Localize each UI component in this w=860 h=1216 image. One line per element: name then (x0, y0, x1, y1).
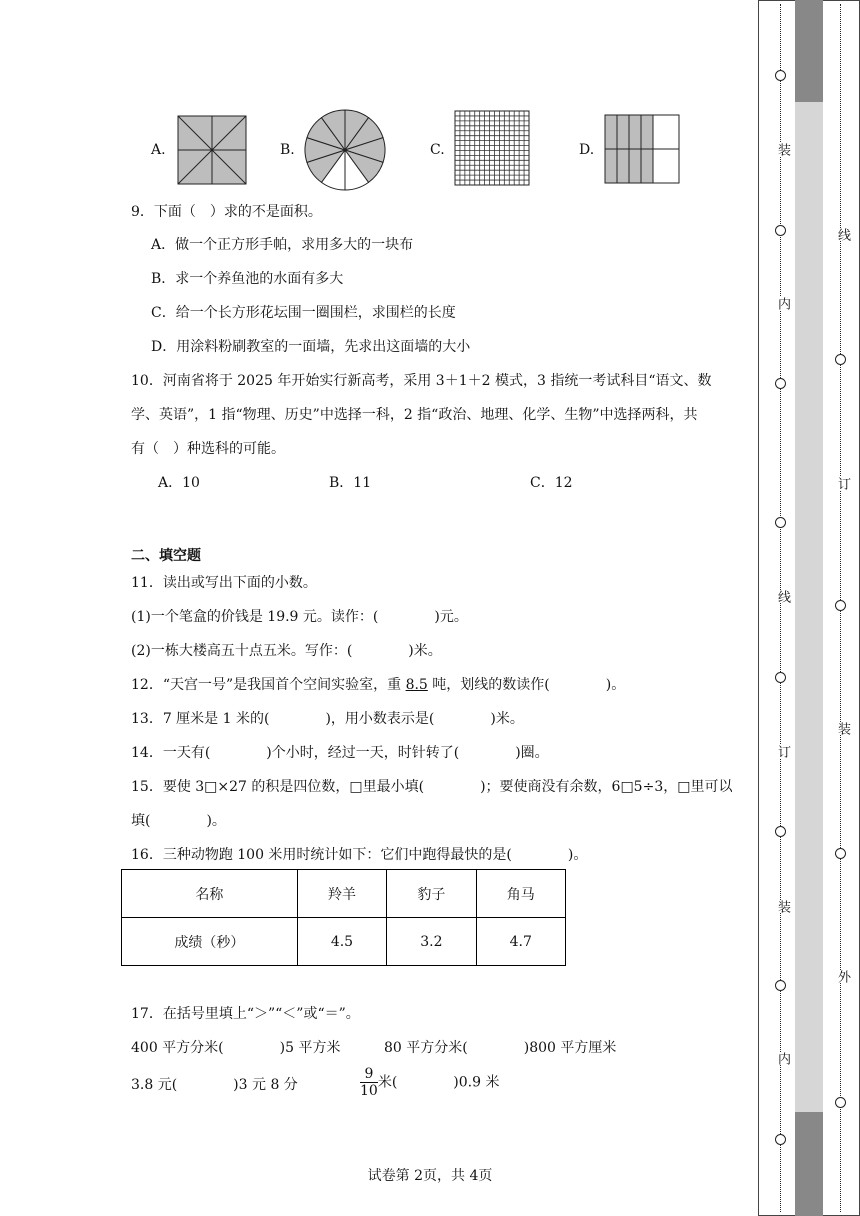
grid-border (455, 111, 529, 185)
q17-a: 400 平方分米( )5 平方米 (131, 1040, 341, 1056)
q16-stem: 16．三种动物跑 100 米用时统计如下：它们中跑得最快的是( )。 (131, 847, 588, 863)
binding-label: 外 (835, 970, 850, 983)
q15-line2: 填( )。 (131, 813, 226, 829)
fraction-denominator: 10 (360, 1083, 378, 1099)
section-fill-blank-title: 二、填空题 (131, 548, 201, 564)
binding-strip (758, 0, 860, 1216)
q9-option-a: A．做一个正方形手帕，求用多大的一块布 (151, 237, 414, 253)
q12-post: 吨，划线的数读作( )。 (427, 677, 626, 693)
q11-part2: (2)一栋大楼高五十点五米。写作：( )米。 (131, 643, 442, 659)
q10-option-c: C．12 (530, 475, 573, 491)
option-a-label: A. (151, 142, 166, 158)
option-c-label: C. (430, 142, 445, 158)
binding-label: 内 (775, 297, 790, 310)
binding-label: 装 (775, 143, 790, 156)
binding-gray-top (795, 0, 823, 102)
binding-label: 线 (775, 590, 790, 603)
q10-option-a: A．10 (158, 475, 200, 491)
q17-stem: 17．在括号里填上“＞”“＜”或“＝”。 (131, 1006, 360, 1022)
fraction-nine-tenths (360, 1066, 378, 1099)
table-cell: 角马 (476, 870, 565, 918)
q12 (131, 675, 625, 695)
binding-circle (775, 1134, 786, 1145)
table-cell: 4.5 (297, 918, 386, 966)
q9-stem: 9．下面（ ）求的不是面积。 (131, 204, 322, 220)
q13: 13．7 厘米是 1 米的( )，用小数表示是( )米。 (131, 711, 524, 727)
q10-line1: 10．河南省将于 2025 年开始实行新高考，采用 3＋1＋2 模式，3 指统一考试科目“语文、数 (131, 373, 712, 389)
q11-stem: 11．读出或写出下面的小数。 (131, 575, 317, 591)
table-cell: 成绩（秒） (122, 918, 298, 966)
binding-label: 线 (835, 228, 850, 241)
table-row (122, 870, 566, 918)
binding-circle (775, 517, 786, 528)
binding-label: 内 (775, 1052, 790, 1065)
option-b-label: B. (280, 142, 295, 158)
q14: 14．一天有( )个小时，经过一天，时针转了( )圈。 (131, 745, 549, 761)
table-cell: 名称 (122, 870, 298, 918)
option-d-label: D. (579, 142, 595, 158)
q9-option-b: B．求一个养鱼池的水面有多大 (151, 271, 344, 287)
q17-d-text: 米( )0.9 米 (377, 1074, 500, 1091)
q9-option-c: C．给一个长方形花坛围一圈围栏，求围栏的长度 (151, 305, 456, 321)
figure-d-rectangle-strips (604, 114, 680, 184)
binding-circle (835, 354, 846, 365)
binding-circle (775, 225, 786, 236)
inner-dotted-line (780, 4, 781, 1212)
q15-line1: 15．要使 3□×27 的积是四位数，□里最小填( )；要使商没有余数，6□5÷3，□里可以 (131, 779, 733, 795)
table-cell: 羚羊 (297, 870, 386, 918)
binding-label: 装 (775, 900, 790, 913)
fraction-numerator: 9 (360, 1066, 378, 1083)
binding-circle (775, 378, 786, 389)
figure-b-circle-sectors (304, 109, 386, 191)
binding-circle (775, 980, 786, 991)
binding-circle (775, 70, 786, 81)
table-cell: 4.7 (476, 918, 565, 966)
q12-underlined-number: 8.5 (405, 677, 428, 693)
binding-circle (775, 672, 786, 683)
q17-c: 3.8 元( )3 元 8 分 (131, 1077, 298, 1093)
q12-pre: 12．“天宫一号”是我国首个空间实验室，重 (131, 677, 406, 693)
binding-label: 订 (835, 477, 850, 490)
binding-circle (835, 1097, 846, 1108)
table-cell: 3.2 (387, 918, 476, 966)
q10-line2: 学、英语”，1 指“物理、历史”中选择一科，2 指“政治、地理、化学、生物”中选择两科，共 (131, 407, 698, 423)
binding-light-middle (795, 102, 823, 1112)
binding-label: 订 (775, 745, 790, 758)
table-cell: 豹子 (387, 870, 476, 918)
binding-circle (835, 600, 846, 611)
binding-gray-bottom (795, 1112, 823, 1216)
binding-circle (775, 826, 786, 837)
binding-label: 装 (835, 722, 850, 735)
q16-table (121, 869, 566, 966)
page-footer: 试卷第 2页，共 4页 (367, 1168, 493, 1184)
q11-part1: (1)一个笔盒的价钱是 19.9 元。读作：( )元。 (131, 609, 468, 625)
figure-a-square-diagonals (177, 115, 247, 185)
table-row (122, 918, 566, 966)
q17-d (360, 1066, 499, 1099)
figure-c-grid (454, 110, 530, 186)
binding-circle (835, 848, 846, 859)
q17-b: 80 平方分米( )800 平方厘米 (384, 1040, 617, 1056)
q10-line3: 有（ ）种选科的可能。 (131, 441, 285, 457)
q10-option-b: B．11 (329, 475, 372, 491)
q9-option-d: D．用涂料粉刷教室的一面墙，先求出这面墙的大小 (151, 339, 471, 355)
